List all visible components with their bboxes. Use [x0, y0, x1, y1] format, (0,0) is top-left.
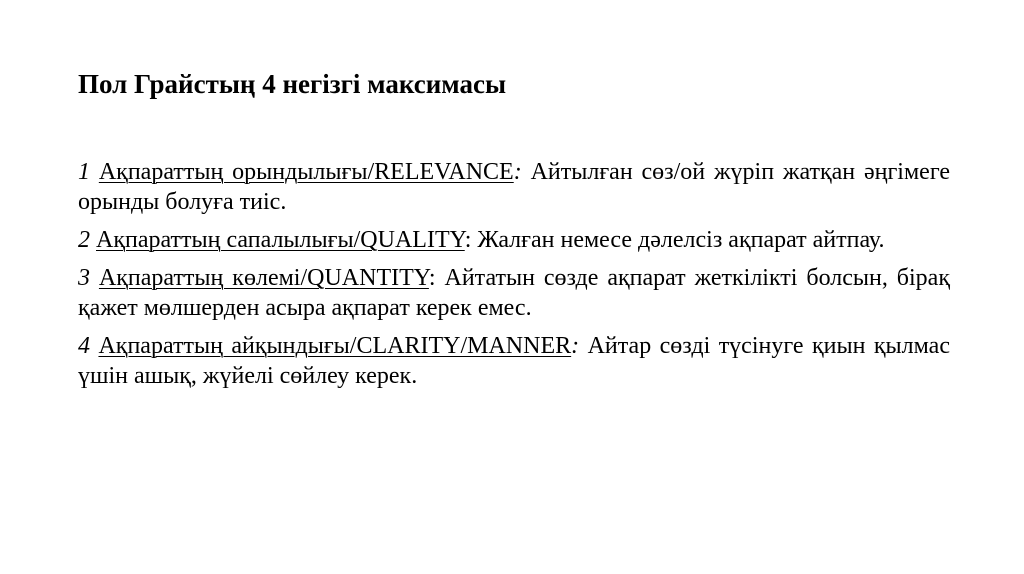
- maxim-term: Ақпараттың орындылығы/RELEVANCE: [98, 159, 514, 185]
- slide-title: Пол Грайстың 4 негізгі максимасы: [78, 69, 507, 99]
- maxim-description: Айтатын сөзде ақпарат жеткілікті болсын, бірақ қажет мөлшерден асыра ақпарат керек емес.: [78, 265, 950, 321]
- maxim-item-quantity: [78, 263, 950, 323]
- maxim-number: 3: [78, 265, 90, 291]
- maxim-item-relevance: [78, 157, 950, 217]
- maxim-term: Ақпараттың көлемі/QUANTITY: [98, 265, 429, 291]
- maxim-number: 1: [78, 159, 90, 185]
- maxim-number: 4: [78, 333, 90, 359]
- maxim-description: Айтылған сөз/ой жүріп жатқан әңгімеге орынды болуға тиіс.: [78, 159, 950, 215]
- maxim-term: Ақпараттың сапалылығы/QUALITY: [96, 227, 465, 253]
- maxim-separator: :: [513, 159, 522, 185]
- maxims-list: [78, 157, 950, 399]
- maxim-separator: :: [464, 227, 472, 253]
- maxim-term: Ақпараттың айқындығы/CLARITY/MANNER: [98, 333, 572, 359]
- maxim-separator: :: [428, 265, 436, 291]
- maxim-separator: :: [571, 333, 580, 359]
- maxim-description: Айтар сөзді түсінуге қиын қылмас үшін ашық, жүйелі сөйлеу керек.: [78, 333, 950, 389]
- maxim-description: Жалған немесе дәлелсіз ақпарат айтпау.: [477, 227, 885, 253]
- maxim-item-clarity: [78, 331, 950, 391]
- maxim-number: 2: [78, 227, 90, 253]
- maxim-item-quality: [78, 225, 950, 255]
